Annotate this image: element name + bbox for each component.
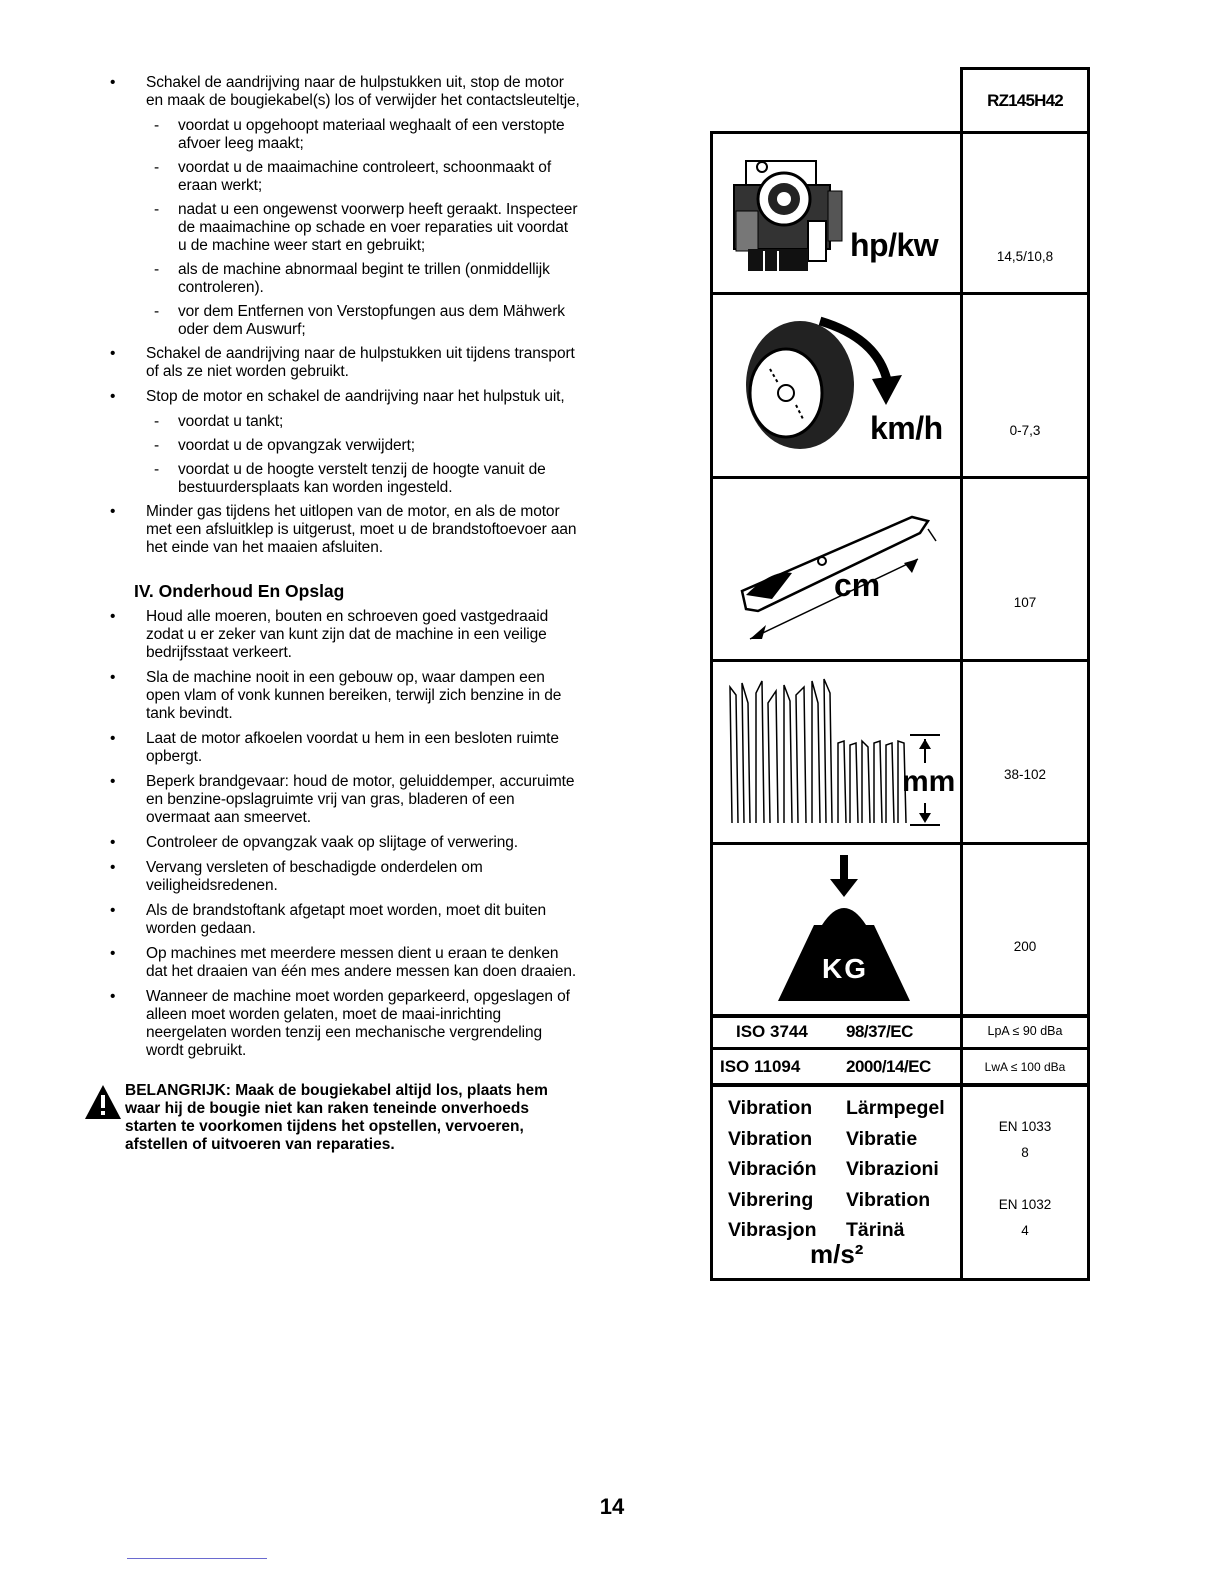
sub-item (110, 461, 580, 497)
bullet-text: Minder gas tijdens het uitlopen van de motor, en als de motor met een afsluitklep is uitgerust, moet u de brandstoftoevoer aan het einde van het maaien afsluiten. (146, 503, 577, 556)
sub-text: voordat u de opvangzak verwijdert; (178, 437, 415, 454)
bullet-text: Wanneer de machine moet worden geparkeerd, opgeslagen of alleen moet worden gelaten, moet de maai-inrichting neergelaten worden tenzij een mechanische vergrendeling wordt gebruikt. (146, 988, 570, 1059)
bullet-mark: • (110, 902, 116, 919)
bullet-text: Schakel de aandrijving naar de hulpstukken uit, stop de motor en maak de bougiekabel(s) los of verwijder het contactsleuteltje, (146, 74, 580, 109)
weight-label: KG (822, 953, 868, 984)
directive-2: 2000/14/EC (846, 1057, 931, 1076)
dash-mark: - (154, 461, 160, 478)
bullet-text: Laat de motor afkoelen voordat u hem in een besloten ruimte opbergt. (146, 730, 559, 765)
bullet-item (110, 388, 580, 406)
dash-mark: - (154, 201, 160, 218)
vibration-value-2: 4 (1021, 1223, 1029, 1238)
bullet-text: Stop de motor en schakel de aandrijving naar het hulpstuk uit, (146, 388, 565, 405)
vibration-word: Lärmpegel (846, 1097, 945, 1119)
sound-power-value: LwA ≤ 100 dBa (984, 1060, 1066, 1074)
sub-text: nadat u een ongewenst voorwerp heeft geraakt. Inspecteer de maaimachine op schade en voer reparaties uit voordat u de machine weer start en gebruikt; (178, 201, 578, 254)
vibration-word: Vibrasjon (728, 1219, 817, 1241)
speed-value: 0-7,3 (1009, 423, 1041, 438)
sub-text: voordat u de hoogte verstelt tenzij de hoogte vanuit de bestuurdersplaats kan worden ingesteld. (178, 461, 546, 496)
sub-item (110, 437, 580, 455)
bullet-item (110, 988, 580, 1060)
vibration-word: Tärinä (846, 1219, 905, 1241)
unit-hp-kw: hp/kw (850, 227, 939, 263)
sub-text: vor dem Entfernen von Verstopfungen aus dem Mähwerk oder dem Auswurf; (178, 303, 565, 338)
bullet-mark: • (110, 859, 116, 876)
cutting-height-value: 38-102 (1003, 767, 1047, 782)
unit-mm: mm (902, 765, 956, 798)
vibration-words-right (846, 1093, 945, 1246)
sub-item (110, 201, 580, 255)
bullet-mark: • (110, 608, 116, 625)
model-number: RZ145H42 (987, 91, 1063, 110)
vibration-word: Vibration (728, 1127, 813, 1150)
vibration-standard-1: EN 1033 (998, 1119, 1052, 1134)
section-heading: IV. Onderhoud En Opslag (134, 581, 345, 601)
bullet-text: Op machines met meerdere messen dient u eraan te denken dat het draaien van één mes andere messen kan doen draaien. (146, 945, 577, 980)
iso-standard-1: ISO 3744 (736, 1022, 808, 1041)
vibration-word: Vibration (728, 1097, 813, 1119)
vibration-value-1: 8 (1021, 1145, 1029, 1160)
warning-triangle-icon (84, 1084, 122, 1125)
grass-height-icon (726, 673, 960, 838)
sub-text: als de machine abnormaal begint te trillen (onmiddellijk controleren). (178, 261, 550, 296)
sub-item (110, 303, 580, 339)
bullet-item (110, 669, 580, 723)
weight-value: 200 (1013, 939, 1037, 954)
sub-item (110, 159, 580, 195)
bullet-item (110, 503, 580, 557)
bullet-mark: • (110, 730, 116, 747)
bullet-item (110, 834, 580, 852)
bullet-item (110, 773, 580, 827)
vibration-words-left (728, 1093, 817, 1246)
dash-mark: - (154, 437, 160, 454)
bullet-mark: • (110, 345, 116, 362)
dash-mark: - (154, 159, 160, 176)
bullet-mark: • (110, 503, 116, 520)
warning-note (110, 1082, 580, 1154)
sound-pressure-value: LpA ≤ 90 dBa (987, 1024, 1063, 1038)
cutting-width-value: 107 (1013, 595, 1037, 610)
footer-rule (127, 1558, 267, 1559)
bullet-item (110, 345, 580, 381)
dash-mark: - (154, 117, 160, 134)
vibration-word: Vibratie (846, 1127, 918, 1150)
vibration-unit: m/s² (810, 1239, 864, 1269)
directive-1: 98/37/EC (846, 1022, 913, 1041)
vibration-standard-2: EN 1032 (998, 1197, 1052, 1212)
sub-item (110, 117, 580, 153)
bullet-item (110, 730, 580, 766)
vibration-word: Vibrering (728, 1188, 814, 1211)
vibration-word: Vibrazioni (846, 1158, 939, 1180)
specification-table (710, 67, 1090, 1281)
safety-instructions (110, 74, 580, 1154)
bullet-mark: • (110, 988, 116, 1005)
dash-mark: - (154, 413, 160, 430)
bullet-text: Vervang versleten of beschadigde onderdelen om veiligheidsredenen. (146, 859, 483, 894)
sub-text: voordat u de maaimachine controleert, schoonmaakt of eraan werkt; (178, 159, 552, 194)
warning-text: BELANGRIJK: Maak de bougiekabel altijd los, plaats hem waar hij de bougie niet kan raken teneinde onverhoeds starten te voorkomen tijdens het opstellen, vervoeren, afstellen of uitvoeren van reparaties. (125, 1082, 548, 1153)
bullet-mark: • (110, 945, 116, 962)
bullet-text: Controleer de opvangzak vaak op slijtage of verwering. (146, 834, 518, 851)
bullet-item (110, 608, 580, 662)
bullet-item (110, 74, 580, 110)
bullet-text: Als de brandstoftank afgetapt moet worden, moet dit buiten worden gedaan. (146, 902, 547, 937)
dash-mark: - (154, 261, 160, 278)
sub-item (110, 261, 580, 297)
bullet-mark: • (110, 773, 116, 790)
bullet-text: Sla de machine nooit in een gebouw op, waar dampen een open vlam of vonk kunnen bereiken, terwijl zich benzine in de tank bevindt. (146, 669, 562, 722)
bullet-text: Houd alle moeren, bouten en schroeven goed vastgedraaid zodat u er zeker van kunt zijn dat de machine in een veilige bedrijfsstaat verkeert. (146, 608, 549, 661)
bullet-mark: • (110, 388, 116, 405)
page-number: 14 (599, 1494, 625, 1519)
bullet-mark: • (110, 669, 116, 686)
dash-mark: - (154, 303, 160, 320)
bullet-text: Schakel de aandrijving naar de hulpstukken uit tijdens transport of als ze niet worden gebruikt. (146, 345, 575, 380)
bullet-item (110, 945, 580, 981)
bullet-item (110, 902, 580, 938)
bullet-mark: • (110, 74, 116, 91)
bullet-text: Beperk brandgevaar: houd de motor, geluiddemper, accuruimte en benzine-opslagruimte vrij van gras, bladeren of een overmaat aan smeervet. (146, 773, 575, 826)
sub-item (110, 413, 580, 431)
vibration-word: Vibración (728, 1158, 817, 1180)
vibration-word: Vibration (846, 1188, 931, 1211)
sub-text: voordat u tankt; (178, 413, 284, 430)
engine-icon (728, 141, 852, 286)
engine-power-value: 14,5/10,8 (996, 249, 1054, 264)
bullet-item (110, 859, 580, 895)
iso-standard-2: ISO 11094 (720, 1057, 801, 1076)
unit-km-h: km/h (870, 410, 943, 446)
bullet-mark: • (110, 834, 116, 851)
unit-cm: cm (834, 567, 881, 603)
sub-text: voordat u opgehoopt materiaal weghaalt of een verstopte afvoer leeg maakt; (178, 117, 565, 152)
